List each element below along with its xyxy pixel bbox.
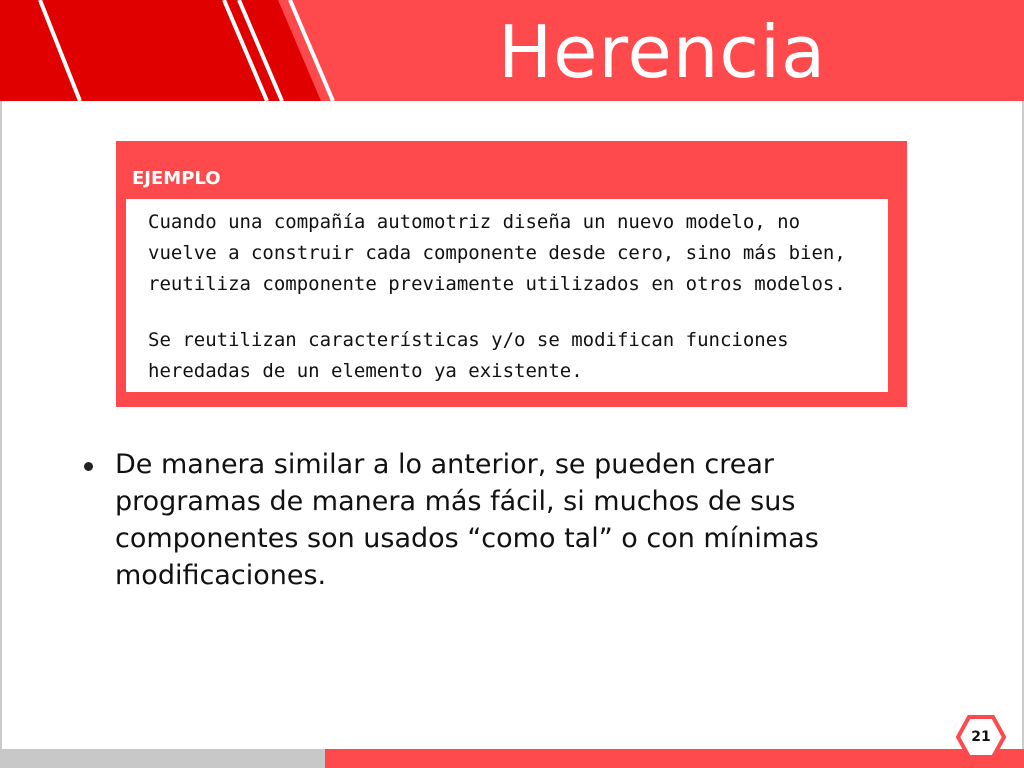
- slide-title: Herencia: [498, 10, 827, 94]
- list-item: [80, 446, 900, 594]
- bullet-list: [80, 446, 900, 594]
- page-number-badge: [955, 714, 1007, 760]
- example-body: [126, 199, 888, 392]
- slide-frame-left: [0, 0, 2, 768]
- footer-bar-gray: [0, 749, 325, 768]
- example-paragraph: Se reutilizan características y/o se modifican funciones heredadas de un elemento ya existente.: [148, 329, 789, 382]
- example-paragraph: Cuando una compañía automotriz diseña un nuevo modelo, no vuelve a construir cada componente desde cero, sino más bien, reutiliza componente previamente utilizados en otros modelos.: [148, 211, 846, 295]
- bullet-icon: [84, 462, 93, 471]
- example-callout: [116, 141, 907, 407]
- bullet-text: De manera similar a lo anterior, se pueden crear programas de manera más fácil, si muchos de sus componentes son usados “como tal” o con mínimas modificaciones.: [115, 449, 819, 591]
- footer-bar-red: [325, 749, 1024, 768]
- example-label: EJEMPLO: [132, 168, 221, 189]
- header-bar: [0, 0, 1024, 101]
- page-number: 21: [971, 729, 991, 745]
